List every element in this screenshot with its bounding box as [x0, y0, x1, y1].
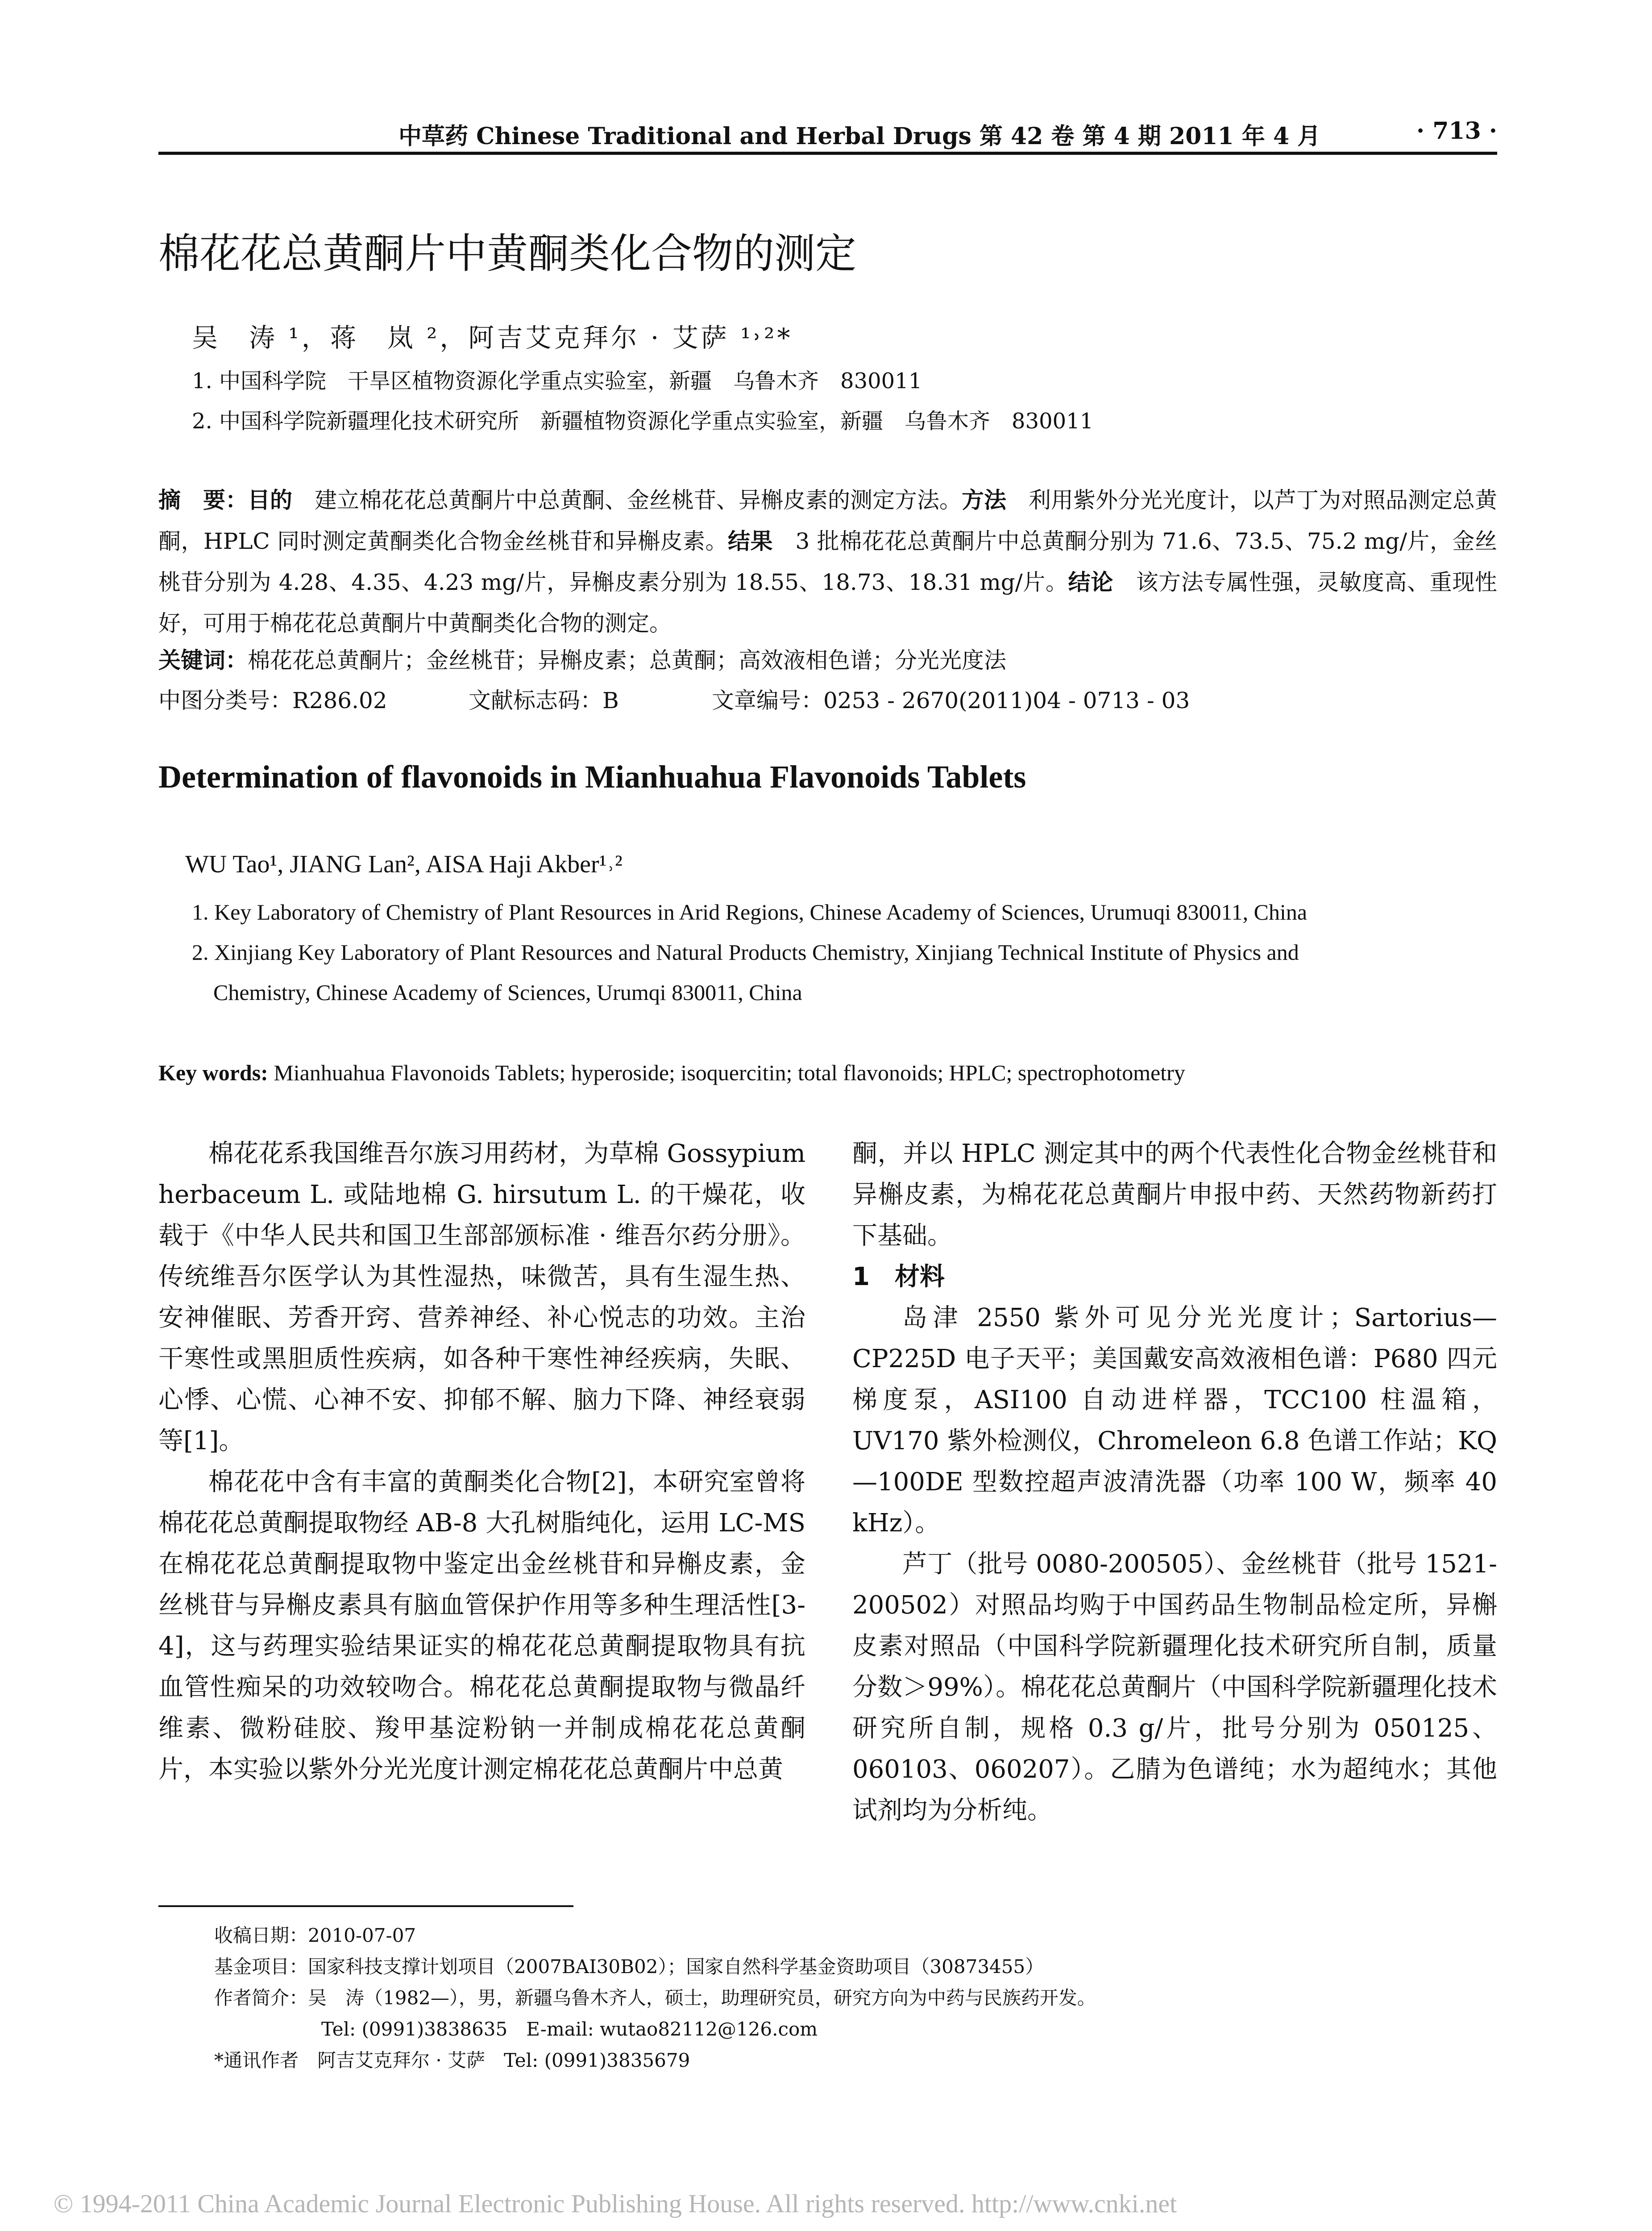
- section-heading-materials: 1 材料: [852, 1262, 945, 1291]
- affiliation-en-2: 2. Xinjiang Key Laboratory of Plant Resources and Natural Products Chemistry, Xinjiang Technical Institute of Physics and: [192, 940, 1299, 965]
- keywords-cn-text: 棉花花总黄酮片；金丝桃苷；异槲皮素；总黄酮；高效液相色谱；分光光度法: [248, 647, 1006, 673]
- page-number: · 713 ·: [1416, 117, 1497, 145]
- instruments-paragraph: 岛津 2550 紫外可见分光光度计；Sartorius—CP225D 电子天平；美国戴安高效液相色谱：P680 四元梯度泵，ASI100 自动进样器，TCC100 柱温箱，UV170 紫外检测仪，Chromeleon 6.8 色谱工作站；KQ—100DE 型数控超声波清洗器（功率 100 W，频率 40 kHz）。: [852, 1303, 1497, 1538]
- authors-cn: 吴 涛 ¹，蒋 岚 ²，阿吉艾克拜尔 · 艾萨 ¹˒²*: [192, 323, 793, 353]
- document-code: 文献标志码：B: [469, 688, 619, 713]
- copyright-notice: © 1994-2011 China Academic Journal Electronic Publishing House. All rights reserved. http://www.cnki.net: [54, 2189, 1177, 2218]
- intro-paragraph-continued: 酮，并以 HPLC 测定其中的两个代表性化合物金丝桃苷和异槲皮素，为棉花花总黄酮片申报中药、天然药物新药打下基础。: [852, 1139, 1497, 1250]
- article-number: 文章编号：0253 - 2670(2011)04 - 0713 - 03: [712, 688, 1190, 713]
- body-right-column: [852, 1133, 1497, 1831]
- keywords-en-text: Mianhuahua Flavonoids Tablets; hyperoside; isoquercitin; total flavonoids; HPLC; spectrophotometry: [268, 1060, 1185, 1085]
- footnote-received: 收稿日期：2010-07-07: [214, 1924, 416, 1946]
- header-rule: [158, 152, 1497, 155]
- method-label: 方法: [962, 487, 1006, 513]
- affiliation-en-2-cont: Chemistry, Chinese Academy of Sciences, Urumqi 830011, China: [213, 980, 802, 1005]
- conclusion-label: 结论: [1068, 569, 1113, 595]
- objective-text: 建立棉花花总黄酮片中总黄酮、金丝桃苷、异槲皮素的测定方法。: [292, 487, 962, 513]
- affiliation-cn-2: 2. 中国科学院新疆理化技术研究所 新疆植物资源化学重点实验室，新疆 乌鲁木齐 830011: [192, 409, 1094, 434]
- title-en: Determination of flavonoids in Mianhuahua Flavonoids Tablets: [158, 759, 1026, 795]
- body-left-column: [158, 1133, 805, 1790]
- objective-label: 目的: [248, 487, 292, 513]
- affiliation-cn-1: 1. 中国科学院 干旱区植物资源化学重点实验室，新疆 乌鲁木齐 830011: [192, 369, 922, 394]
- clc-number: 中图分类号：R286.02: [158, 688, 387, 713]
- intro-paragraph-2: 棉花花中含有丰富的黄酮类化合物[2]，本研究室曾将棉花花总黄酮提取物经 AB-8 大孔树脂纯化，运用 LC-MS 在棉花花总黄酮提取物中鉴定出金丝桃苷和异槲皮素，金丝桃苷与异槲皮素具有脑血管保护作用等多种生理活性[3-4]，这与药理实验结果证实的棉花花总黄酮提取物具有抗血管性痴呆的功效较吻合。棉花花总黄酮提取物与微晶纤维素、微粉硅胶、羧甲基淀粉钠一并制成棉花花总黄酮片，本实验以紫外分光光度计测定棉花花总黄酮片中总黄: [158, 1468, 805, 1784]
- keywords-en-label: Key words:: [158, 1060, 268, 1085]
- keywords-en: [158, 1060, 1185, 1086]
- footnote-corresponding: *通讯作者 阿吉艾克拜尔 · 艾萨 Tel: (0991)3835679: [214, 2049, 690, 2071]
- intro-paragraph-1: 棉花花系我国维吾尔族习用药材，为草棉 Gossypium herbaceum L. 或陆地棉 G. hirsutum L. 的干燥花，收载于《中华人民共和国卫生部部颁标准 · 维吾尔药分册》。传统维吾尔医学认为其性湿热，味微苦，具有生湿生热、安神催眠、芳香开窍、营养神经、补心悦志的功效。主治干寒性或黑胆质性疾病，如各种干寒性神经疾病，失眠、心悸、心慌、心神不安、抑郁不解、脑力下降、神经衰弱等[1]。: [158, 1139, 805, 1456]
- footnote-rule: [158, 1905, 573, 1907]
- footnote-author-contact: Tel: (0991)3838635 E-mail: wutao82112@126.com: [321, 2018, 818, 2040]
- reagents-paragraph: 芦丁（批号 0080-200505）、金丝桃苷（批号 1521-200502）对照品均购于中国药品生物制品检定所，异槲皮素对照品（中国科学院新疆理化技术研究所自制，质量分数＞99%）。棉花花总黄酮片（中国科学院新疆理化技术研究所自制，规格 0.3 g/片，批号分别为 050125、060103、060207）。乙腈为色谱纯；水为超纯水；其他试剂均为分析纯。: [852, 1550, 1497, 1825]
- keywords-cn: [158, 643, 1006, 675]
- journal-header: 中草药 Chinese Traditional and Herbal Drugs 第 42 卷 第 4 期 2011 年 4 月: [398, 123, 1321, 150]
- abstract-label: 摘 要：: [158, 487, 248, 513]
- abstract-cn: [158, 480, 1497, 644]
- footnote-fund: 基金项目：国家科技支撑计划项目（2007BAI30B02）；国家自然科学基金资助项目（30873455）: [214, 1956, 1044, 1978]
- keywords-cn-label: 关键词：: [158, 647, 248, 673]
- result-label: 结果: [727, 528, 773, 554]
- footnote-author-bio: 作者简介：吴 涛（1982—），男，新疆乌鲁木齐人，硕士，助理研究员，研究方向为中药与民族药开发。: [214, 1987, 1096, 2009]
- result-text: 3 批棉花花总黄酮片中总黄酮分别为 71.6、73.5、75.2 mg/片，金丝桃苷分别为 4.28、4.35、4.23 mg/片，异槲皮素分别为 18.55、18.73、18.31 mg/片。: [158, 528, 1498, 595]
- method-text: 利用紫外分光光度计，以芦丁为对照品测定总黄酮，HPLC 同时测定黄酮类化合物金丝桃苷和异槲皮素。: [158, 487, 1497, 554]
- conclusion-text: 该方法专属性强，灵敏度高、重现性好，可用于棉花花总黄酮片中黄酮类化合物的测定。: [158, 569, 1498, 636]
- title-cn: 棉花花总黄酮片中黄酮类化合物的测定: [158, 230, 857, 278]
- affiliation-en-1: 1. Key Laboratory of Chemistry of Plant Resources in Arid Regions, Chinese Academy of Sciences, Urumuqi 830011, China: [192, 900, 1307, 925]
- authors-en: WU Tao¹, JIANG Lan², AISA Haji Akber¹˒²: [185, 850, 623, 878]
- running-header: [158, 114, 1497, 149]
